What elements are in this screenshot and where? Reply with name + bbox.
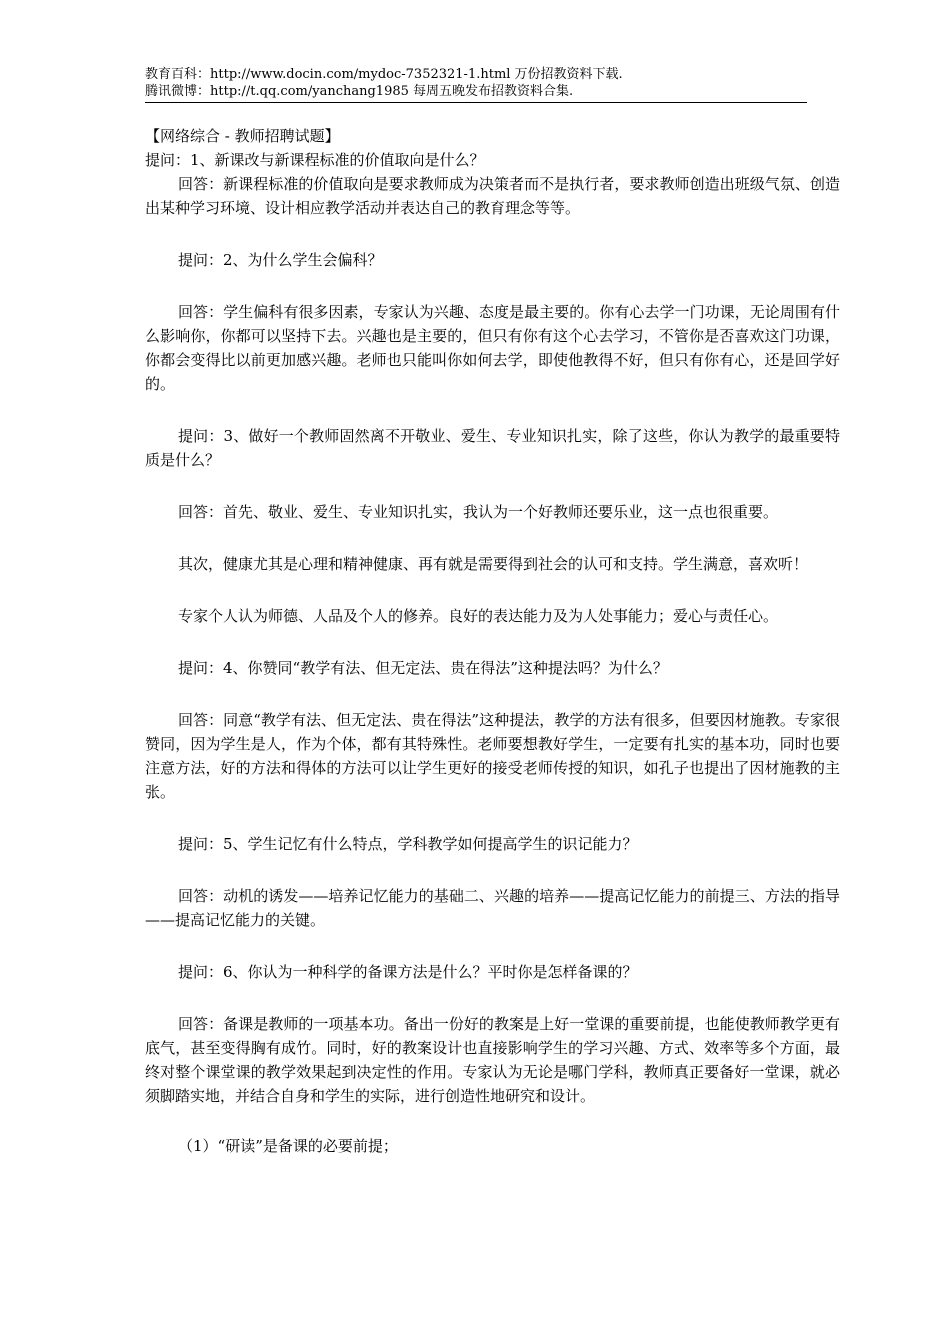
question-2: 提问：2、为什么学生会偏科？ bbox=[178, 251, 383, 269]
question-1: 提问：1、新课改与新课程标准的价值取向是什么？ bbox=[145, 151, 485, 169]
answer-3-part-1: 回答：首先、敬业、爱生、专业知识扎实，我认为一个好教师还要乐业，这一点也很重要。 bbox=[178, 503, 779, 521]
answer-2: 回答：学生偏科有很多因素，专家认为兴趣、态度是最主要的。你有心去学一门功课，无论周围有什么影响你，你都可以坚持下去。兴趣也是主要的，但只有你有这个心去学习，不管你是否喜欢这门功课，你都会变得比以前更加感兴趣。老师也只能叫你如何去学，即使他教得不好，但只有你有心，还是回学好的。 bbox=[145, 303, 840, 393]
header-line-docin: 教育百科：http://www.docin.com/mydoc-7352321-1.html 万份招教资料下载. bbox=[145, 67, 623, 82]
answer-3-part-3: 专家个人认为师德、人品及个人的修养。良好的表达能力及为人处事能力；爱心与责任心。 bbox=[178, 607, 779, 625]
answer-3-part-2: 其次，健康尤其是心理和精神健康、再有就是需要得到社会的认可和支持。学生满意，喜欢听！ bbox=[178, 555, 809, 573]
question-4: 提问：4、你赞同“教学有法、但无定法、贵在得法”这种提法吗？为什么？ bbox=[178, 659, 668, 677]
document-title: 【网络综合 - 教师招聘试题】 bbox=[145, 127, 340, 145]
answer-6: 回答：备课是教师的一项基本功。备出一份好的教案是上好一堂课的重要前提，也能使教师教学更有底气，甚至变得胸有成竹。同时，好的教案设计也直接影响学生的学习兴趣、方式、效率等多个方面，最终对整个课堂课的教学效果起到决定性的作用。专家认为无论是哪门学科，教师真正要备好一堂课，就必须脚踏实地，并结合自身和学生的实际，进行创造性地研究和设计。 bbox=[145, 1015, 840, 1105]
document-body bbox=[145, 124, 840, 1158]
page-header bbox=[145, 66, 807, 103]
answer-4: 回答：同意“教学有法、但无定法、贵在得法”这种提法，教学的方法有很多，但要因材施教。专家很赞同，因为学生是人，作为个体，都有其特殊性。老师要想教好学生，一定要有扎实的基本功，同时也要注意方法，好的方法和得体的方法可以让学生更好的接受老师传授的知识，如孔子也提出了因材施教的主张。 bbox=[145, 711, 840, 801]
answer-5: 回答：动机的诱发——培养记忆能力的基础二、兴趣的培养——提高记忆能力的前提三、方法的指导——提高记忆能力的关键。 bbox=[145, 887, 840, 929]
question-6: 提问：6、你认为一种科学的备课方法是什么？平时你是怎样备课的？ bbox=[178, 963, 638, 981]
question-5: 提问：5、学生记忆有什么特点，学科教学如何提高学生的识记能力？ bbox=[178, 835, 638, 853]
list-item-1: （1）“研读”是备课的必要前提； bbox=[178, 1137, 398, 1155]
answer-1: 回答：新课程标准的价值取向是要求教师成为决策者而不是执行者，要求教师创造出班级气氛、创造出某种学习环境、设计相应教学活动并表达自己的教育理念等等。 bbox=[145, 175, 840, 217]
question-3: 提问：3、做好一个教师固然离不开敬业、爱生、专业知识扎实，除了这些，你认为教学的最重要特质是什么？ bbox=[145, 427, 840, 469]
header-line-weibo: 腾讯微博：http://t.qq.com/yanchang1985 每周五晚发布招教资料合集. bbox=[145, 84, 574, 99]
